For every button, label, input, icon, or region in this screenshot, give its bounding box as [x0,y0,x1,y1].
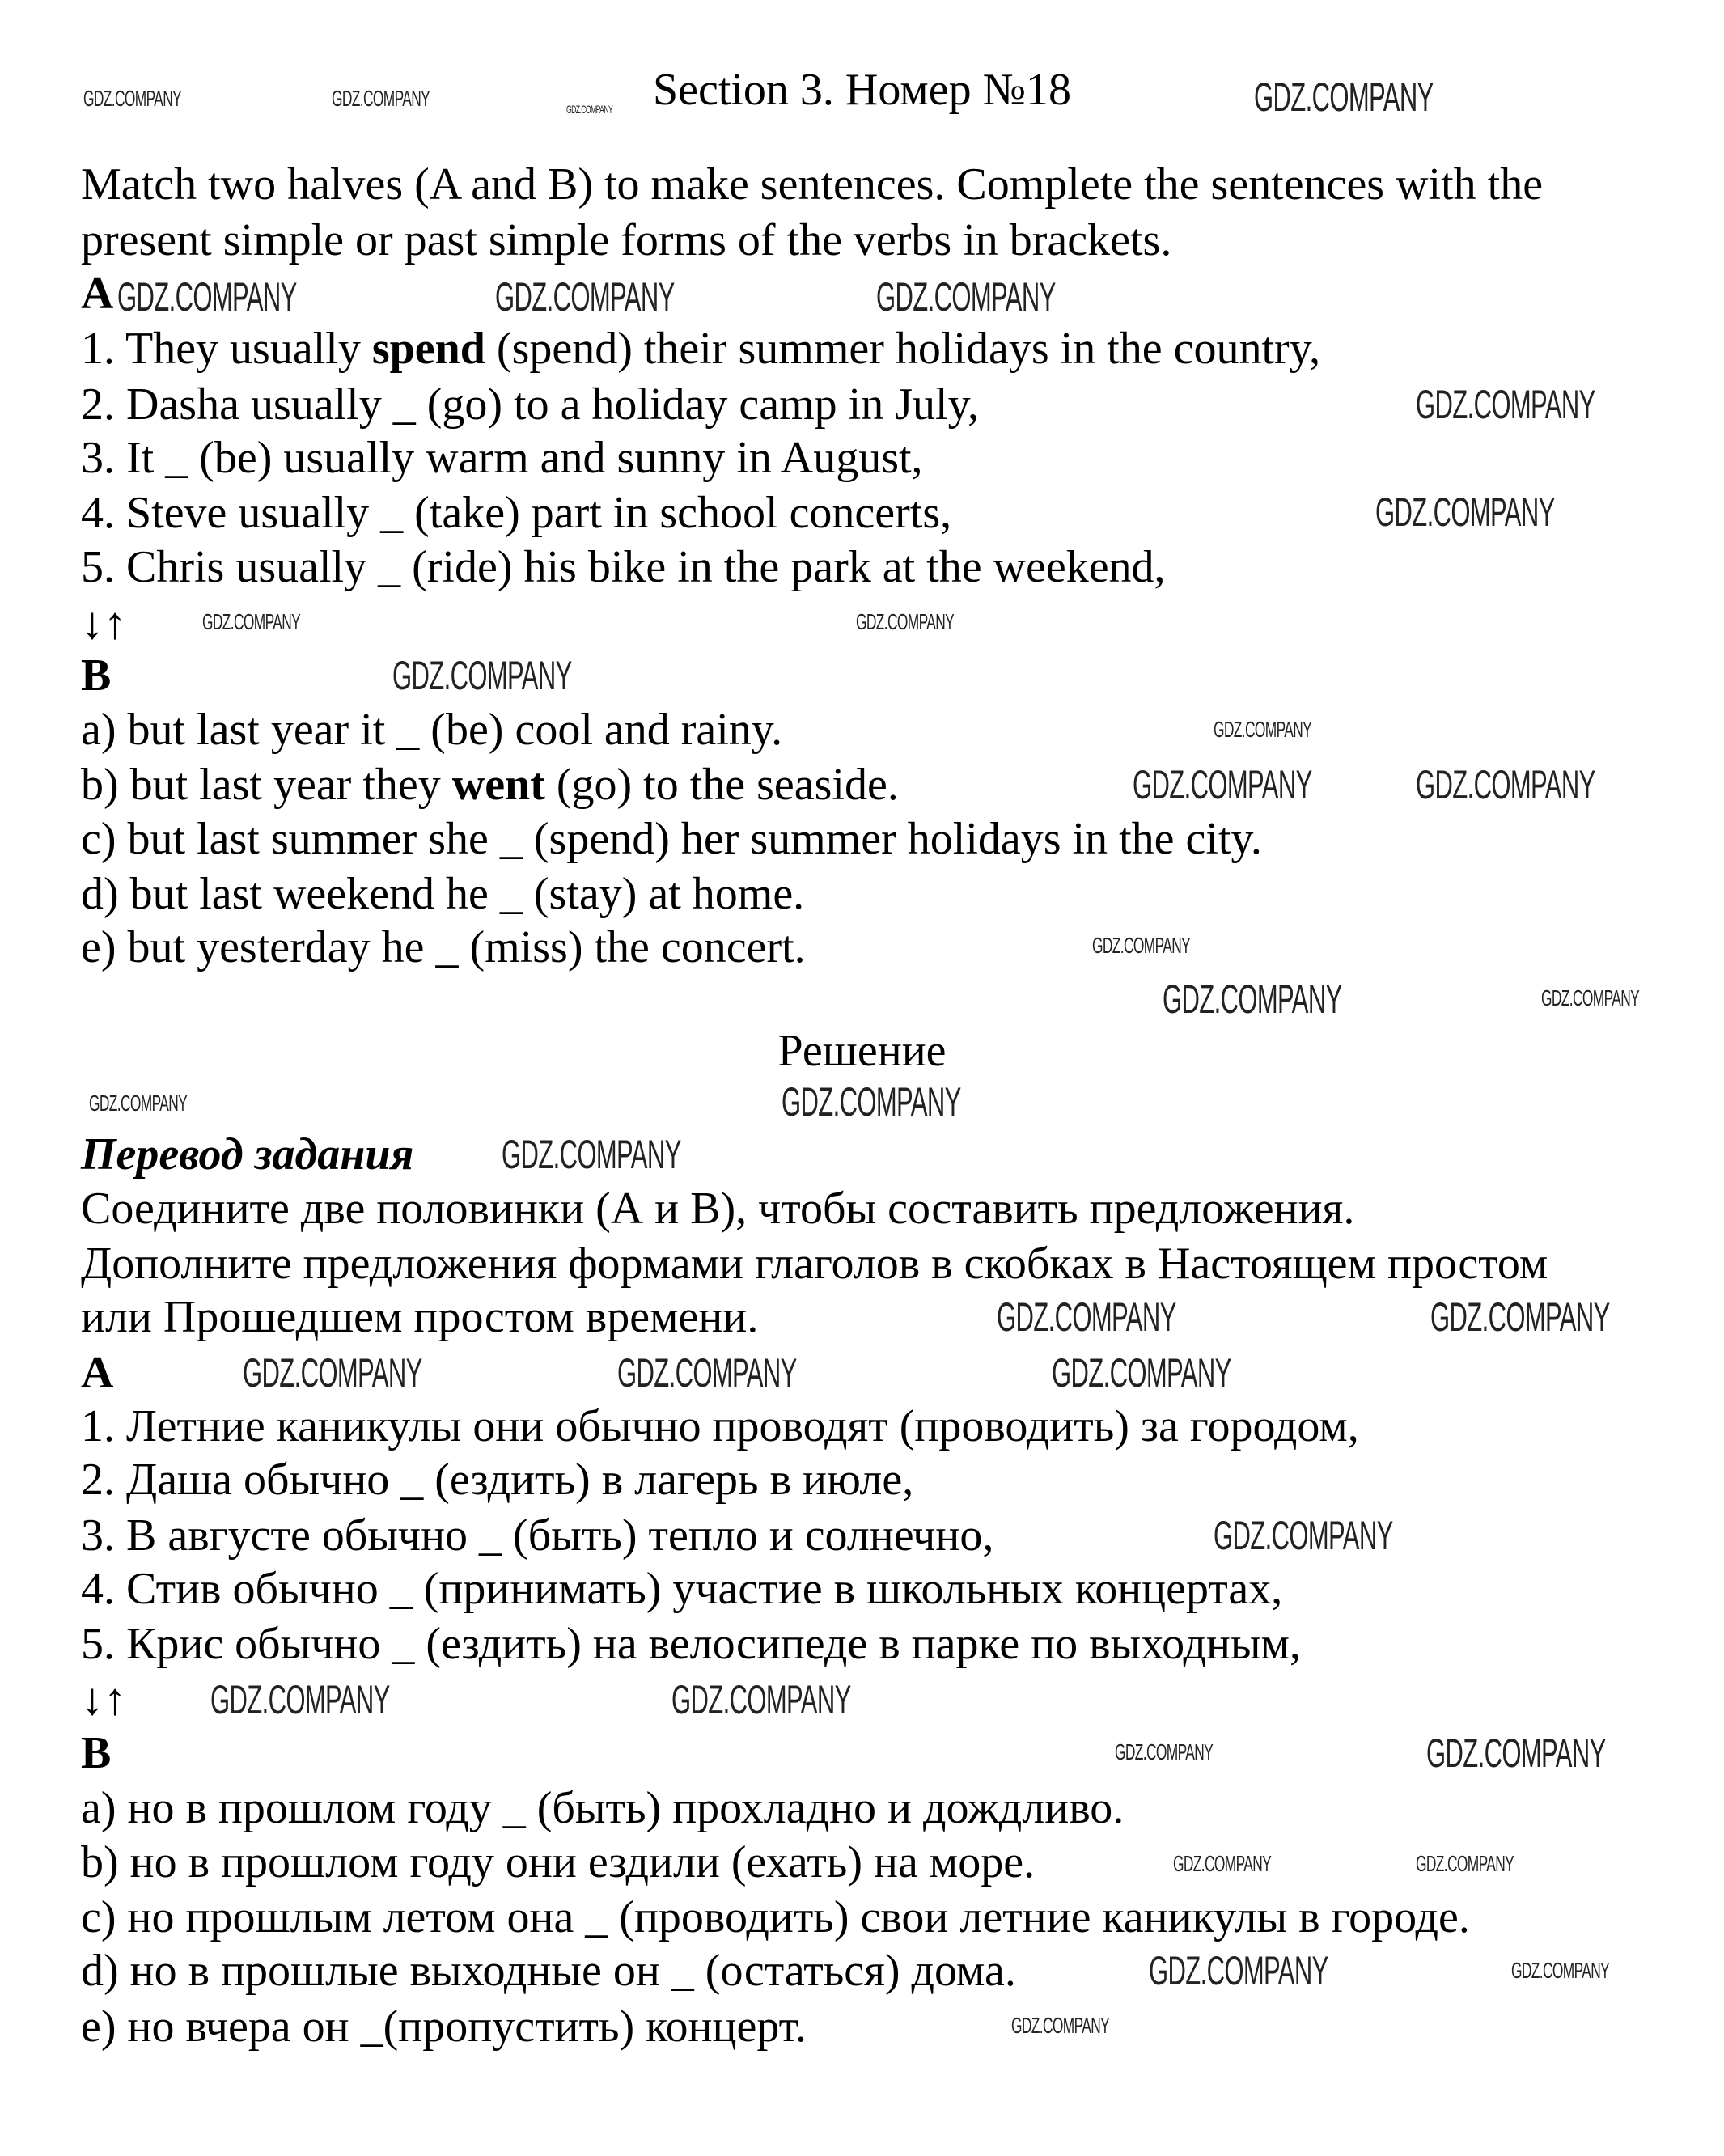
watermark: GDZ.COMPANY [210,1677,390,1722]
watermark: GDZ.COMPANY [876,274,1056,320]
section-a-label: A [81,1348,114,1398]
section-b-label: B [81,650,112,701]
section-a-label: A [81,269,114,319]
watermark: GDZ.COMPANY [671,1677,851,1722]
list-item: e) но вчера он _(пропустить) концерт. [81,2001,807,2052]
list-item: 2. Даша обычно _ (ездить) в лагерь в июле, [81,1455,914,1505]
list-item: 1. Летние каникулы они обычно проводят (проводить) за городом, [81,1401,1359,1451]
watermark: GDZ.COMPANY [1214,717,1312,742]
arrows-icon: ↓↑ [81,1675,126,1725]
list-item: 1. They usually spend (spend) their summer holidays in the country, [81,324,1321,374]
watermark: GDZ.COMPANY [502,1132,681,1177]
watermark: GDZ.COMPANY [1011,2013,1110,2038]
watermark: GDZ.COMPANY [1163,976,1342,1022]
list-item: e) but yesterday he _ (miss) the concert. [81,922,806,972]
list-item: c) но прошлым летом она _ (проводить) свои летние каникулы в городе. [81,1892,1470,1942]
list-item: 5. Крис обычно _ (ездить) на велосипеде в парке по выходным, [81,1619,1301,1669]
translation-instruction-line: или Прошедшем простом времени. [81,1292,759,1342]
watermark: GDZ.COMPANY [1149,1948,1328,1993]
watermark: GDZ.COMPANY [117,274,297,320]
watermark: GDZ.COMPANY [1214,1513,1393,1558]
list-item: 3. It _ (be) usually warm and sunny in August, [81,433,923,483]
solution-heading: Решение [777,1026,947,1076]
watermark: GDZ.COMPANY [1173,1851,1272,1876]
list-item: d) but last weekend he _ (stay) at home. [81,869,805,919]
watermark: GDZ.COMPANY [495,274,675,320]
list-item: a) но в прошлом году _ (быть) прохладно и дождливо. [81,1783,1125,1833]
section-b-label: B [81,1728,112,1778]
watermark: GDZ.COMPANY [1541,985,1640,1010]
translation-instruction-line: Соедините две половинки (А и В), чтобы составить предложения. [81,1184,1355,1234]
watermark: GDZ.COMPANY [856,609,955,634]
watermark: GDZ.COMPANY [1416,762,1595,807]
list-item: 2. Dasha usually _ (go) to a holiday camp in July, [81,379,979,430]
list-item: b) but last year they went (go) to the seaside. [81,760,899,810]
list-item: 3. В августе обычно _ (быть) тепло и солнечно, [81,1510,994,1561]
watermark: GDZ.COMPANY [617,1350,797,1396]
watermark: GDZ.COMPANY [1511,1958,1610,1983]
watermark: GDZ.COMPANY [83,86,182,111]
watermark: GDZ.COMPANY [1115,1739,1214,1764]
watermark: GDZ.COMPANY [1092,933,1191,958]
arrows-icon: ↓↑ [81,599,126,649]
watermark: GDZ.COMPANY [1416,382,1595,427]
watermark: GDZ.COMPANY [1052,1350,1231,1396]
list-item: a) but last year it _ (be) cool and rainy. [81,705,783,755]
page-title: Section 3. Номер №18 [652,65,1072,115]
watermark: GDZ.COMPANY [392,653,572,698]
watermark: GDZ.COMPANY [566,103,613,116]
list-item: b) но в прошлом году они ездили (ехать) на море. [81,1837,1036,1887]
list-item: c) but last summer she _ (spend) her summer holidays in the city. [81,814,1262,864]
watermark: GDZ.COMPANY [1430,1294,1610,1340]
list-item: d) но в прошлые выходные он _ (остаться) дома. [81,1946,1016,1996]
translation-instruction-line: Дополните предложения формами глаголов в скобках в Настоящем простом [81,1239,1548,1289]
watermark: GDZ.COMPANY [89,1091,188,1116]
list-item: 5. Chris usually _ (ride) his bike in the park at the weekend, [81,542,1166,592]
watermark: GDZ.COMPANY [782,1079,961,1125]
watermark: GDZ.COMPANY [1254,74,1434,120]
list-item: 4. Steve usually _ (take) part in school concerts, [81,488,952,538]
task-instruction-line: Match two halves (A and B) to make sentences. Complete the sentences with the [81,159,1544,210]
watermark: GDZ.COMPANY [243,1350,422,1396]
list-item: 4. Стив обычно _ (принимать) участие в школьных концертах, [81,1564,1283,1614]
watermark: GDZ.COMPANY [1375,489,1555,535]
watermark: GDZ.COMPANY [1416,1851,1514,1876]
watermark: GDZ.COMPANY [997,1294,1176,1340]
watermark: GDZ.COMPANY [202,609,301,634]
watermark: GDZ.COMPANY [332,86,430,111]
watermark: GDZ.COMPANY [1426,1730,1606,1776]
watermark: GDZ.COMPANY [1133,762,1312,807]
task-instruction-line: present simple or past simple forms of the verbs in brackets. [81,215,1172,265]
translation-heading: Перевод задания [81,1129,414,1180]
